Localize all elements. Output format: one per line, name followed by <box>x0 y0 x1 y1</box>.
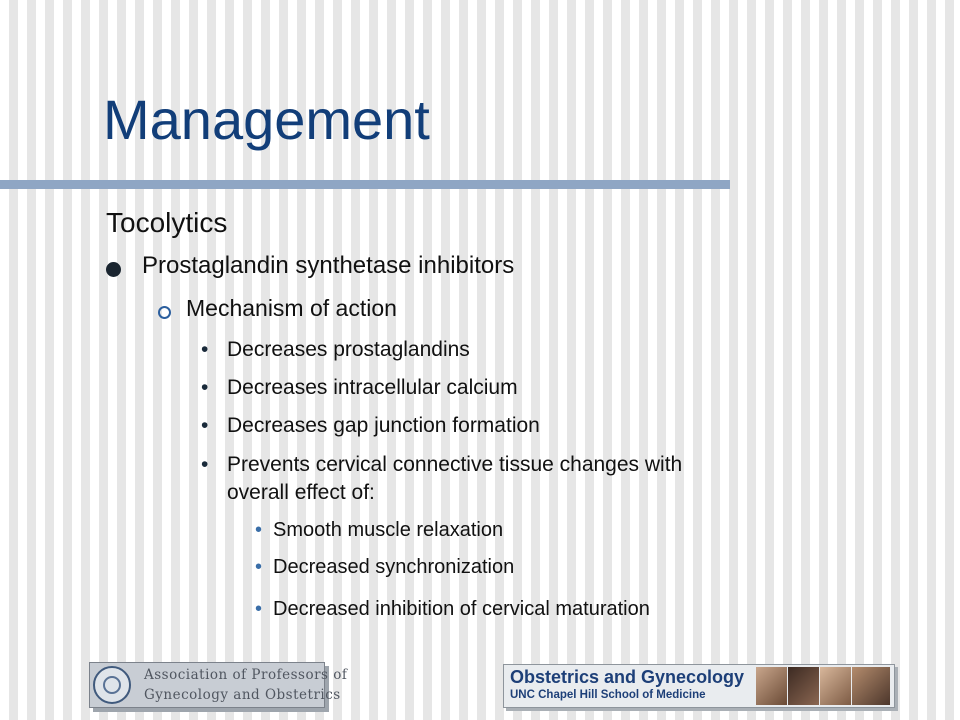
apgo-logo <box>89 662 348 708</box>
bullet-small-icon: • <box>201 453 209 476</box>
heading-tocolytics: Tocolytics <box>106 207 228 238</box>
item-synchronization: Decreased synchronization <box>273 556 515 578</box>
bullet-small-icon: • <box>255 598 263 620</box>
item-mechanism-of-action: Mechanism of action <box>186 295 397 321</box>
photo-thumbnail <box>788 667 819 705</box>
bullet-dot-icon <box>106 262 121 277</box>
photo-thumbnail <box>756 667 787 705</box>
item-decreases-prostaglandins: Decreases prostaglandins <box>227 338 470 361</box>
bullet-small-icon: • <box>201 376 209 399</box>
item-smooth-muscle: Smooth muscle relaxation <box>273 519 504 541</box>
bullet-small-icon: • <box>201 338 209 361</box>
apgo-seal-icon <box>93 666 131 704</box>
photo-thumbnail <box>852 667 890 705</box>
item-cervical-maturation: Decreased inhibition of cervical maturation <box>273 598 650 620</box>
item-decreases-calcium: Decreases intracellular calcium <box>227 376 518 399</box>
item-prostaglandin-inhibitors: Prostaglandin synthetase inhibitors <box>142 252 515 279</box>
apgo-logo-line1: Association of Professors of <box>144 667 348 683</box>
item-prevents-cervical-changes-cont: overall effect of: <box>227 481 375 504</box>
photo-thumbnail <box>820 667 851 705</box>
unc-obgyn-name: Obstetrics and Gynecology <box>510 667 745 687</box>
slide-title: Management <box>103 88 430 151</box>
bullet-ring-icon <box>158 306 171 319</box>
apgo-logo-line2: Gynecology and Obstetrics <box>144 687 341 703</box>
bullet-small-icon: • <box>255 556 263 578</box>
bullet-small-icon: • <box>255 519 263 541</box>
bullet-small-icon: • <box>201 414 209 437</box>
unc-obgyn-logo <box>503 664 895 708</box>
unc-obgyn-subtitle: UNC Chapel Hill School of Medicine <box>510 689 706 701</box>
item-prevents-cervical-changes: Prevents cervical connective tissue changes with <box>227 453 683 476</box>
item-decreases-gap-junction: Decreases gap junction formation <box>227 414 540 437</box>
